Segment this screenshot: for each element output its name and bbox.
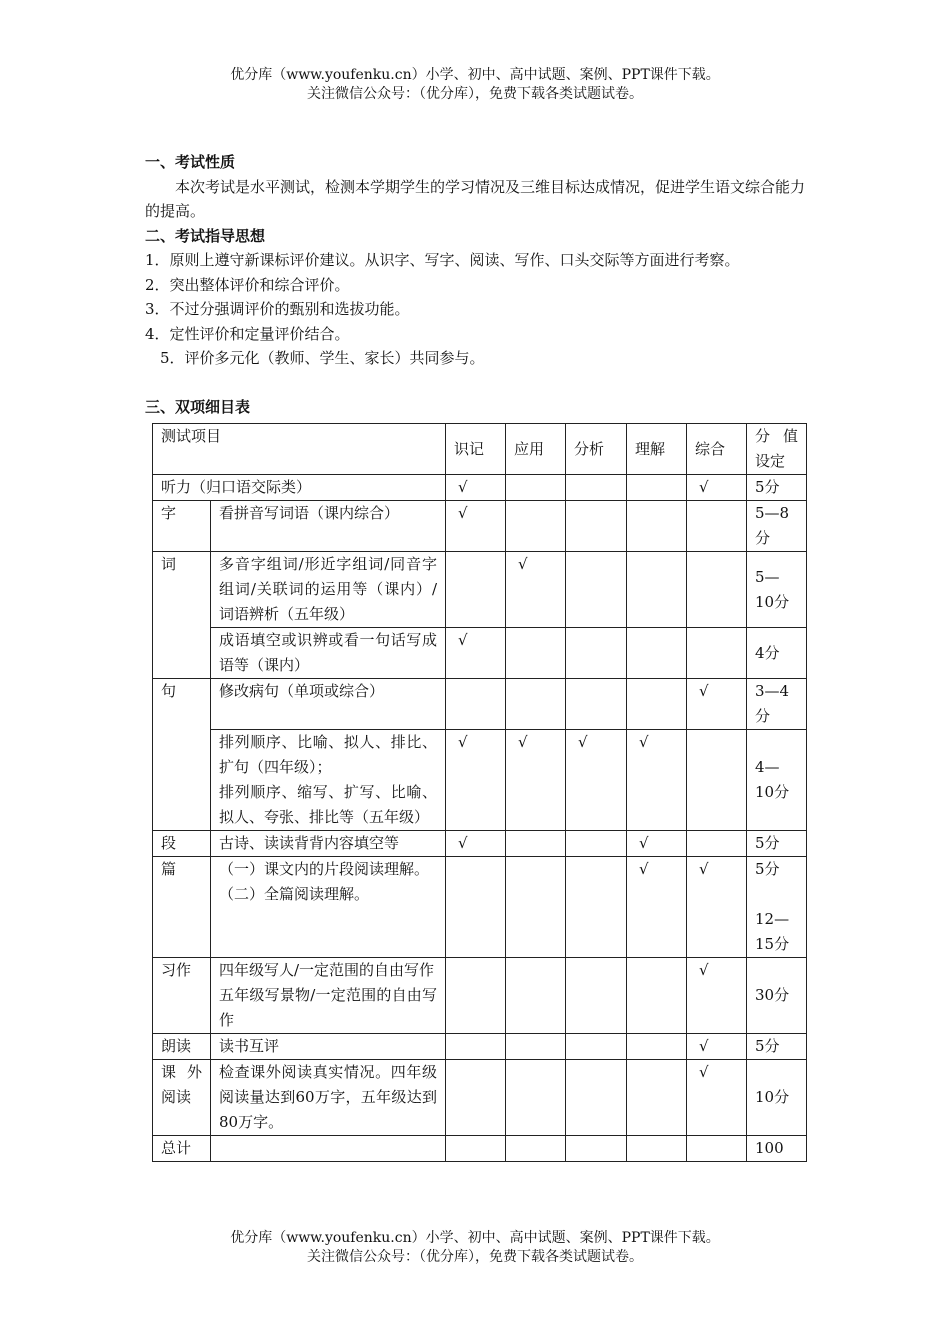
score-line: 12—15分 xyxy=(755,910,790,953)
table-row xyxy=(153,1060,807,1136)
check-mark: √ xyxy=(627,730,687,831)
description-cell xyxy=(211,958,446,1034)
table-header-row xyxy=(153,424,807,475)
check-mark: √ xyxy=(446,628,506,679)
score-cell: 100 xyxy=(747,1136,807,1162)
description-line: 五年级写景物/一定范围的自由写作 xyxy=(219,986,438,1029)
guideline-item: 1．原则上遵守新课标评价建议。从识字、写字、阅读、写作、口头交际等方面进行考察。 xyxy=(145,251,740,269)
check-mark: √ xyxy=(687,958,747,1034)
description-cell: 读书互评 xyxy=(211,1034,446,1060)
category-cell: 词 xyxy=(153,552,211,679)
description-cell xyxy=(211,857,446,958)
score-cell: 3—4分 xyxy=(747,679,807,730)
check-mark: √ xyxy=(687,857,747,958)
check-mark: √ xyxy=(446,730,506,831)
table-row xyxy=(153,501,807,552)
section-3-title: 三、双项细目表 xyxy=(145,397,251,416)
footer-line-1: 优分库（www.youfenku.cn）小学、初中、高中试题、案例、PPT课件下载。 xyxy=(230,1230,720,1246)
check-mark: √ xyxy=(627,857,687,958)
description-line: （二）全篇阅读理解。 xyxy=(219,885,370,903)
score-cell: 4—10分 xyxy=(747,730,807,831)
category-cell: 课外阅读 xyxy=(153,1060,211,1136)
score-cell: 5分 xyxy=(747,1034,807,1060)
score-cell: 5分 xyxy=(747,831,807,857)
guideline-item: 3．不过分强调评价的甄别和选拔功能。 xyxy=(145,300,410,318)
table-row xyxy=(153,857,807,958)
table-row xyxy=(153,958,807,1034)
table-row xyxy=(153,1136,807,1162)
check-mark: √ xyxy=(687,679,747,730)
category-cell: 习作 xyxy=(153,958,211,1034)
score-line: 5分 xyxy=(755,860,780,878)
check-mark: √ xyxy=(687,475,747,501)
description-cell: 古诗、读读背背内容填空等 xyxy=(211,831,446,857)
check-mark: √ xyxy=(506,552,566,628)
table-row xyxy=(153,628,807,679)
score-cell: 10分 xyxy=(747,1060,807,1136)
table-row xyxy=(153,679,807,730)
header-line-2: 关注微信公众号：（优分库），免费下载各类试题试卷。 xyxy=(307,86,643,102)
description-line: （一）课文内的片段阅读理解。 xyxy=(219,860,430,878)
category-cell: 段 xyxy=(153,831,211,857)
specification-table xyxy=(152,423,807,1162)
check-mark: √ xyxy=(446,501,506,552)
section-2-title: 二、考试指导思想 xyxy=(145,226,266,245)
table-row xyxy=(153,1034,807,1060)
score-cell: 30分 xyxy=(747,958,807,1034)
check-mark: √ xyxy=(506,730,566,831)
header-score: 分 值设定 xyxy=(747,424,807,475)
section-1-title: 一、考试性质 xyxy=(145,153,236,171)
description-cell xyxy=(211,730,446,831)
score-cell xyxy=(747,857,807,958)
row-label: 听力（归口语交际类） xyxy=(153,475,446,501)
header-analyze: 分析 xyxy=(566,424,627,475)
description-cell: 检查课外阅读真实情况。四年级阅读量达到60万字，五年级达到80万字。 xyxy=(211,1060,446,1136)
guideline-item: 2．突出整体评价和综合评价。 xyxy=(145,275,350,294)
header-understand: 理解 xyxy=(627,424,687,475)
description-cell: 看拼音写词语（课内综合） xyxy=(211,501,446,552)
guideline-item: 4．定性评价和定量评价结合。 xyxy=(145,324,350,343)
description-cell: 修改病句（单项或综合） xyxy=(211,679,446,730)
description-line: 排列顺序、缩写、扩写、比喻、拟人、夸张、排比等（五年级） xyxy=(219,783,438,826)
table-row xyxy=(153,475,807,501)
description-cell: 成语填空或识辨或看一句话写成语等（课内） xyxy=(211,628,446,679)
category-cell: 字 xyxy=(153,501,211,552)
category-cell: 句 xyxy=(153,679,211,831)
page-footer xyxy=(0,1229,950,1267)
check-mark: √ xyxy=(446,831,506,857)
score-cell: 5分 xyxy=(747,475,807,501)
check-mark: √ xyxy=(566,730,627,831)
check-mark: √ xyxy=(627,831,687,857)
header-apply: 应用 xyxy=(506,424,566,475)
footer-line-2: 关注微信公众号：（优分库），免费下载各类试题试卷。 xyxy=(307,1249,643,1265)
description-cell: 多音字组词/形近字组词/同音字组词/关联词的运用等（课内）/词语辨析（五年级） xyxy=(211,552,446,628)
score-cell: 5—10分 xyxy=(747,552,807,628)
table-row xyxy=(153,831,807,857)
header-memorize: 识记 xyxy=(446,424,506,475)
header-line-1: 优分库（www.youfenku.cn）小学、初中、高中试题、案例、PPT课件下载。 xyxy=(230,67,720,83)
score-cell: 4分 xyxy=(747,628,807,679)
description-line: 四年级写人/一定范围的自由写作 xyxy=(219,961,435,979)
table-row xyxy=(153,552,807,628)
header-comprehensive: 综合 xyxy=(687,424,747,475)
category-cell: 总计 xyxy=(153,1136,211,1162)
check-mark: √ xyxy=(687,1034,747,1060)
header-test-item: 测试项目 xyxy=(153,424,446,475)
category-cell: 篇 xyxy=(153,857,211,958)
description-line: 排列顺序、比喻、拟人、排比、扩句（四年级）； xyxy=(219,733,438,776)
check-mark: √ xyxy=(687,1060,747,1136)
guideline-item: 5．评价多元化（教师、学生、家长）共同参与。 xyxy=(160,349,485,367)
category-cell: 朗读 xyxy=(153,1034,211,1060)
table-row xyxy=(153,730,807,831)
document-body xyxy=(145,150,810,419)
score-cell: 5—8分 xyxy=(747,501,807,552)
check-mark: √ xyxy=(446,475,506,501)
page-header xyxy=(0,66,950,104)
section-1-body: 本次考试是水平测试，检测本学期学生的学习情况及三维目标达成情况，促进学生语文综合能力的提高。 xyxy=(145,177,806,220)
